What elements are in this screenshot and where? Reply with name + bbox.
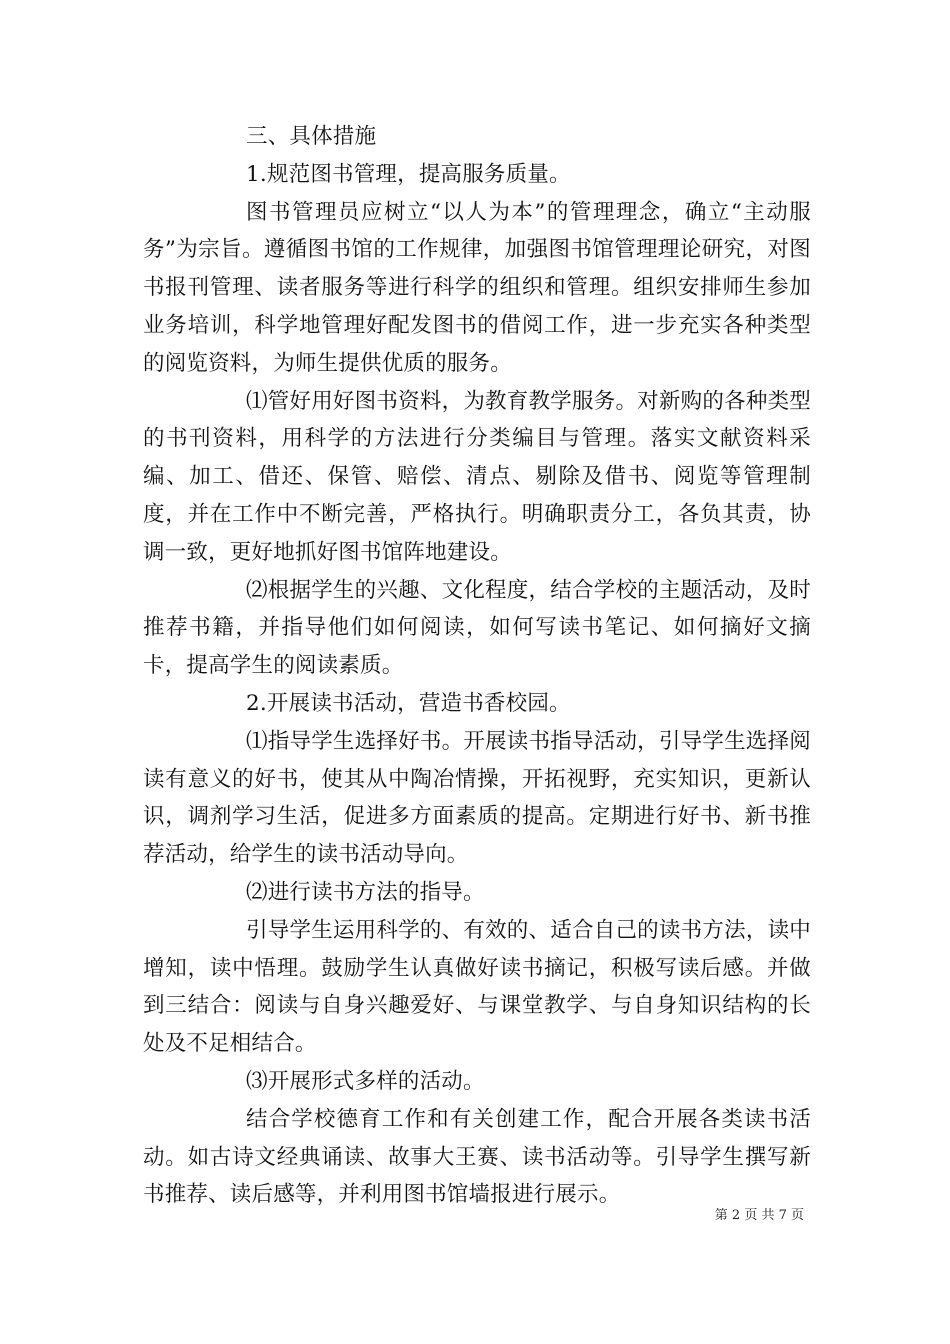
body-paragraph: ⑵进行读书方法的指导。: [246, 879, 485, 905]
subsection-heading: 1.规范图书管理，提高服务质量。: [246, 161, 571, 187]
subsection-heading: 2.开展读书活动，营造书香校园。: [246, 690, 571, 716]
body-paragraph: ⑶开展形式多样的活动。: [246, 1068, 485, 1094]
body-paragraph: ⑴指导学生选择好书。开展读书指导活动，引导学生选择阅读有意义的好书，使其从中陶冶情操，开拓视野，充实知识，更新认识，调剂学习生活，促进多方面素质的提高。定期进行好书、新书推荐活动，给学生的读书活动导向。: [143, 728, 811, 868]
body-paragraph: 引导学生运用科学的、有效的、适合自己的读书方法，读中增知，读中悟理。鼓励学生认真做好读书摘记，积极写读后感。并做到三结合：阅读与自身兴趣爱好、与课堂教学、与自身知识结构的长处及不足相结合。: [143, 917, 811, 1057]
body-paragraph: 图书管理员应树立“以人为本”的管理理念，确立“主动服务”为宗旨。遵循图书馆的工作规律，加强图书馆管理理论研究，对图书报刊管理、读者服务等进行科学的组织和管理。组织安排师生参加业务培训，科学地管理好配发图书的借阅工作，进一步充实各种类型的阅览资料，为师生提供优质的服务。: [143, 199, 811, 376]
body-paragraph: 结合学校德育工作和有关创建工作，配合开展各类读书活动。如古诗文经典诵读、故事大王赛、读书活动等。引导学生撰写新书推荐、读后感等，并利用图书馆墙报进行展示。: [143, 1106, 811, 1208]
document-body: [143, 118, 811, 1214]
section-heading: 三、具体措施: [246, 124, 377, 149]
page-number-footer: 第 2 页 共 7 页: [714, 1208, 804, 1223]
body-paragraph: ⑴管好用好图书资料，为教育教学服务。对新购的各种类型的书刊资料，用科学的方法进行分类编目与管理。落实文献资料采编、加工、借还、保管、赔偿、清点、剔除及借书、阅览等管理制度，并在工作中不断完善，严格执行。明确职责分工，各负其责，协调一致，更好地抓好图书馆阵地建设。: [143, 388, 811, 565]
body-paragraph: ⑵根据学生的兴趣、文化程度，结合学校的主题活动，及时推荐书籍，并指导他们如何阅读，如何写读书笔记、如何摘好文摘卡，提高学生的阅读素质。: [143, 577, 811, 679]
